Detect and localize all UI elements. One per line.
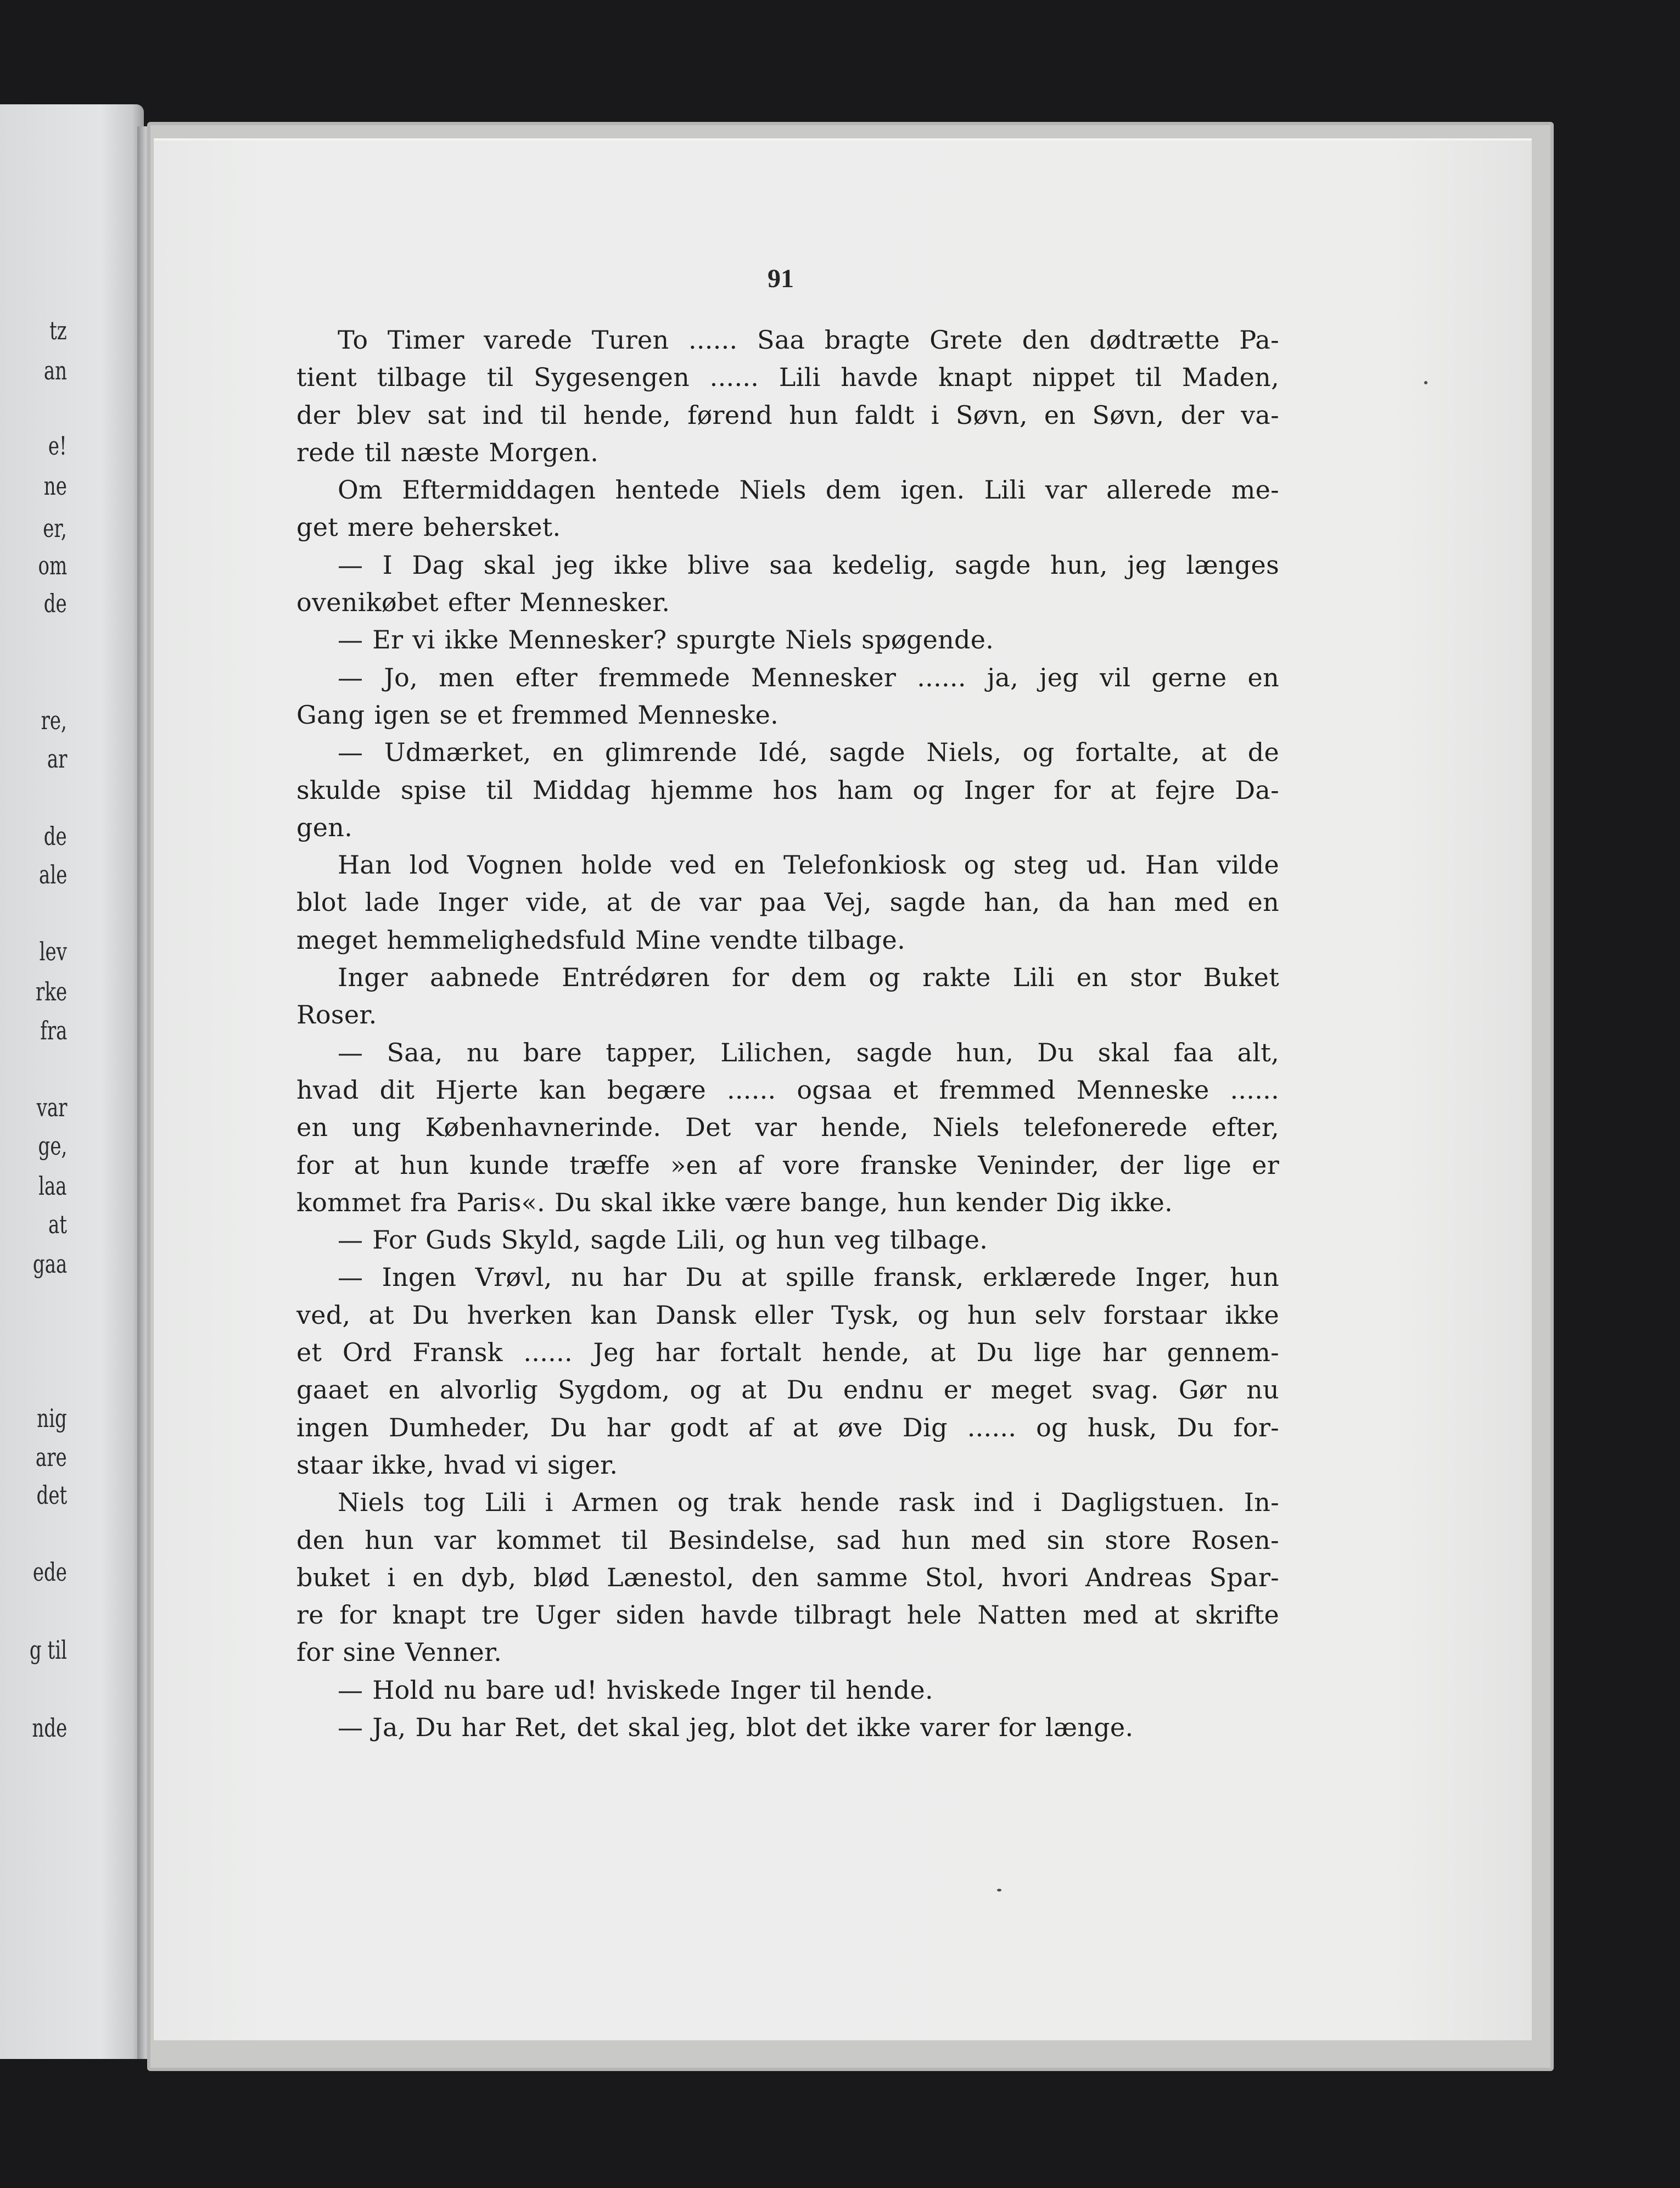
left-page-fragment: are <box>36 1442 67 1472</box>
text-line: Inger aabnede Entrédøren for dem og rakte Lili en stor Buket <box>338 963 1279 993</box>
text-line: To Timer varede Turen ...... Saa bragte Grete den dødtrætte Pa- <box>338 325 1279 355</box>
text-line: — I Dag skal jeg ikke blive saa kedelig, sagde hun, jeg længes <box>338 550 1279 580</box>
left-page-fragment: om <box>38 551 67 580</box>
left-page-fragment: laa <box>38 1171 67 1201</box>
left-page-fragment: e! <box>48 431 67 461</box>
text-line: — Ja, Du har Ret, det skal jeg, blot det ikke varer for længe. <box>338 1712 1134 1742</box>
text-line: ingen Dumheder, Du har godt af at øve Dig ...... og husk, Du for- <box>296 1412 1279 1442</box>
text-line: skulde spise til Middag hjemme hos ham og Inger for at fejre Da- <box>296 775 1279 805</box>
left-page-fragment: re, <box>41 706 67 735</box>
text-line: gaaet en alvorlig Sygdom, og at Du endnu er meget svag. Gør nu <box>296 1375 1279 1405</box>
body-text <box>296 321 1279 1746</box>
text-line: meget hemmelighedsfuld Mine vendte tilbage. <box>296 925 905 955</box>
left-page-fragment: g til <box>29 1635 67 1665</box>
left-page-fragment: ge, <box>38 1131 67 1161</box>
text-line: buket i en dyb, blød Lænestol, den samme Stol, hvori Andreas Spar- <box>296 1562 1279 1592</box>
left-facing-page <box>0 104 144 2059</box>
text-line: blot lade Inger vide, at de var paa Vej, sagde han, da han med en <box>296 887 1279 917</box>
left-page-fragment: fra <box>40 1016 67 1045</box>
text-line: — Jo, men efter fremmede Mennesker ...... ja, jeg vil gerne en <box>338 662 1279 692</box>
left-page-fragment: ale <box>38 860 67 889</box>
left-page-fragment: at <box>48 1210 67 1239</box>
page-number: 91 <box>768 264 794 293</box>
left-page-fragment: de <box>44 821 67 851</box>
text-line: rede til næste Morgen. <box>296 437 599 467</box>
text-line: den hun var kommet til Besindelse, sad hun med sin store Rosen- <box>296 1525 1279 1555</box>
text-line: — Hold nu bare ud! hviskede Inger til hende. <box>338 1675 933 1705</box>
text-line: — Er vi ikke Mennesker? spurgte Niels spøgende. <box>338 625 994 655</box>
left-page-fragment: nig <box>37 1403 67 1433</box>
left-page-fragment: ar <box>47 744 67 774</box>
paper-speck <box>1424 381 1427 384</box>
left-page-fragment: det <box>36 1480 67 1510</box>
paper-speck <box>997 1889 1001 1892</box>
text-line: ovenikøbet efter Mennesker. <box>296 587 670 618</box>
left-page-fragment: tz <box>49 316 67 345</box>
text-line: for sine Venner. <box>296 1637 502 1667</box>
text-line: hvad dit Hjerte kan begære ...... ogsaa et fremmed Menneske ...... <box>296 1075 1279 1105</box>
text-line: — For Guds Skyld, sagde Lili, og hun veg tilbage. <box>338 1225 988 1255</box>
text-line: en ung Københavnerinde. Det var hende, Niels telefonerede efter, <box>296 1112 1279 1143</box>
text-line: der blev sat ind til hende, førend hun faldt i Søvn, en Søvn, der va- <box>296 400 1279 430</box>
left-page-fragment: er, <box>43 513 67 543</box>
text-line: — Udmærket, en glimrende Idé, sagde Niels, og fortalte, at de <box>338 737 1279 768</box>
left-page-fragment: ede <box>32 1557 67 1587</box>
text-line: — Ingen Vrøvl, nu har Du at spille fransk, erklærede Inger, hun <box>338 1262 1279 1292</box>
left-page-fragment: de <box>44 589 67 618</box>
text-line: for at hun kunde træffe »en af vore franske Veninder, der lige er <box>296 1150 1279 1180</box>
text-line: re for knapt tre Uger siden havde tilbragt hele Natten med at skrifte <box>296 1600 1279 1630</box>
text-line: Roser. <box>296 1000 377 1030</box>
text-line: Gang igen se et fremmed Menneske. <box>296 700 779 730</box>
left-page-fragment: ne <box>43 471 67 501</box>
text-line: ved, at Du hverken kan Dansk eller Tysk, og hun selv forstaar ikke <box>296 1300 1279 1330</box>
text-line: staar ikke, hvad vi siger. <box>296 1450 618 1480</box>
left-page-fragment: lev <box>39 937 67 966</box>
text-line: get mere behersket. <box>296 512 561 542</box>
text-line: kommet fra Paris«. Du skal ikke være bange, hun kender Dig ikke. <box>296 1187 1173 1217</box>
text-line: Niels tog Lili i Armen og trak hende rask ind i Dagligstuen. In- <box>338 1487 1279 1518</box>
text-line: Om Eftermiddagen hentede Niels dem igen. Lili var allerede me- <box>338 475 1279 505</box>
text-line: Han lod Vognen holde ved en Telefonkiosk og steg ud. Han vilde <box>338 850 1279 880</box>
left-page-fragment: nde <box>32 1713 67 1743</box>
text-line: — Saa, nu bare tapper, Lilichen, sagde hun, Du skal faa alt, <box>338 1037 1279 1067</box>
left-page-fragment: var <box>36 1093 67 1122</box>
left-page-fragment: gaa <box>32 1249 67 1279</box>
text-line: gen. <box>296 812 353 842</box>
left-page-fragment: rke <box>35 977 67 1006</box>
left-page-fragment: an <box>43 356 67 385</box>
text-line: tient tilbage til Sygesengen ...... Lili havde knapt nippet til Maden, <box>296 362 1279 393</box>
text-line: et Ord Fransk ...... Jeg har fortalt hende, at Du lige har gennem- <box>296 1338 1279 1368</box>
